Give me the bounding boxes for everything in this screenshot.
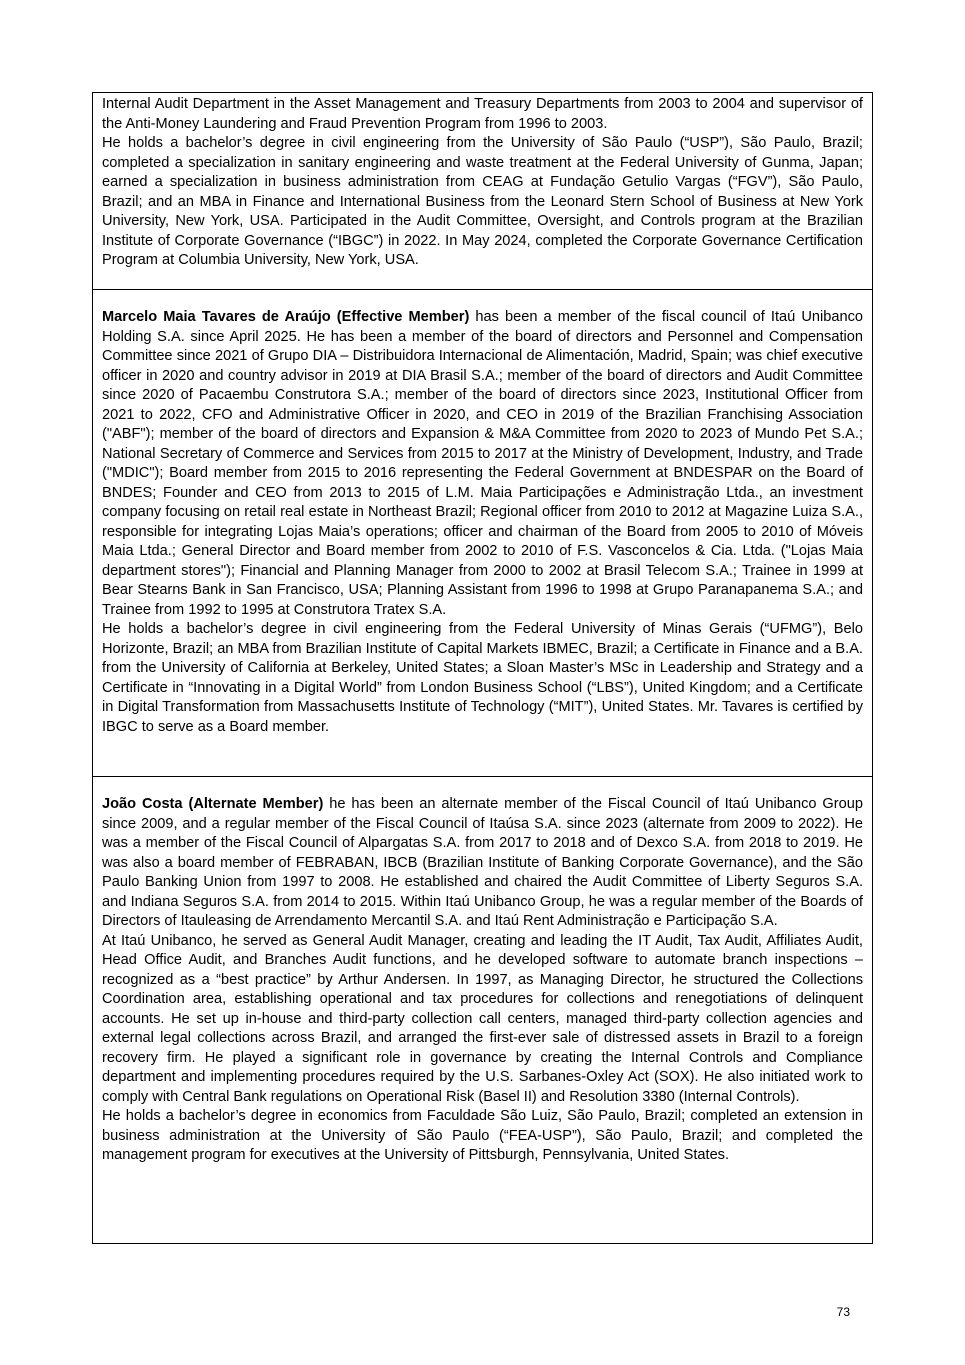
career-paragraph: At Itaú Unibanco, he served as General Audit Manager, creating and leading the IT Audit, Tax Audit, Affiliates Audit, Head Office Audit, and Branches Audit functions, and he developed software to automate branch inspections – recognized as a “best practice” by Arthur Andersen. In 1997, as Managing Director, he structured the Collections Coordination area, establishing operational and tax procedures for collections and renegotiations of delinquent accounts. He set up in-house and third-party collection call centers, managed third-party collection agencies and external legal collections across Brazil, and arranged the first-ever sale of distressed assets in Brazil to a foreign recovery firm. He played a significant role in governance by creating the Internal Controls and Compliance department and implementing procedures required by the U.S. Sarbanes-Oxley Act (SOX). He also initiated work to comply with Central Bank regulations on Operational Risk (Basel II) and Resolution 3380 (Internal Controls). (102, 932, 863, 1105)
page-number: 73 (836, 1305, 850, 1319)
biography-table (92, 92, 873, 1244)
education-paragraph: He holds a bachelor’s degree in civil engineering from the University of São Paulo (“USP”), São Paulo, Brazil; completed a specialization in sanitary engineering and waste treatment at the Federal University of Gunma, Japan; earned a specialization in business administration from CEAG at Fundação Getulio Vargas (“FGV”), São Paulo, Brazil; and an MBA in Finance and International Business from the Leonard Stern School of Business at New York University, New York, USA. Participated in the Audit Committee, Oversight, and Controls program at the Brazilian Institute of Corporate Governance (“IBGC”) in 2022. In May 2024, completed the Corporate Governance Certification Program at Columbia University, New York, USA. (102, 135, 863, 268)
biography-text: he has been an alternate member of the Fiscal Council of Itaú Unibanco Group since 2009, and a regular member of the Fiscal Council of Itaúsa S.A. since 2023 (alternate from 2009 to 2022). He was a member of the Fiscal Council of Alpargatas S.A. from 2017 to 2018 and of Dexco S.A. from 2018 to 2019. He was also a board member of FEBRABAN, IBCB (Brazilian Institute of Banking Corporate Governance), and the São Paulo Banking Union from 1997 to 2008. He established and chaired the Audit Committee of Liberty Seguros S.A. and Indiana Seguros S.A. from 2014 to 2015. Within Itaú Unibanco Group, he was a regular member of the Boards of Directors of Itauleasing de Arrendamento Mercantil S.A. and Itaú Rent Administração e Participação S.A. (102, 796, 863, 929)
education-paragraph: He holds a bachelor’s degree in civil engineering from the Federal University of Minas Gerais (“UFMG”), Belo Horizonte, Brazil; an MBA from Brazilian Institute of Capital Markets IBMEC, Brazil; a Certificate in Finance and a B.A. from the University of California at Berkeley, United States; a Sloan Master’s MSc in Leadership and Strategy and a Certificate in “Innovating in a Digital World” from London Business School (“LBS”), United Kingdom; and a Certificate in Digital Transformation from Massachusetts Institute of Technology (“MIT”), United States. Mr. Tavares is certified by IBGC to serve as a Board member. (102, 621, 863, 735)
biography-paragraph: Internal Audit Department in the Asset Management and Treasury Departments from 2003 to 2004 and supervisor of the Anti-Money Laundering and Fraud Prevention Program from 1996 to 2003. (102, 96, 863, 132)
biography-cell-marcelo-tavares (93, 289, 872, 776)
biography-paragraph (102, 795, 863, 932)
education-paragraph: He holds a bachelor’s degree in economics from Faculdade São Luiz, São Paulo, Brazil; completed an extension in business administration at the University of São Paulo (“FEA-USP”), São Paulo, Brazil; and completed the management program for executives at the University of Pittsburgh, Pennsylvania, United States. (102, 1108, 863, 1163)
biography-paragraph (102, 308, 863, 620)
member-name: João Costa (Alternate Member) (102, 796, 324, 812)
biography-cell-joao-costa (93, 776, 872, 1243)
biography-text: has been a member of the fiscal council of Itaú Unibanco Holding S.A. since April 2025. He has been a member of the board of directors and Personnel and Compensation Committee since 2021 of Grupo DIA – Distribuidora Internacional de Alimentación, Madrid, Spain; was chief executive officer in 2020 and country advisor in 2019 at DIA Brasil S.A.; member of the board of directors and Audit Committee since 2020 of Pacaembu Construtora S.A.; member of the board of directors since 2023, Institutional Officer from 2021 to 2022, CFO and Administrative Officer in 2020, and CEO in 2019 of the Brazilian Franchising Association ("ABF"); member of the board of directors and Expansion & M&A Committee from 2020 to 2023 of Mundo Pet S.A.; National Secretary of Commerce and Services from 2015 to 2017 at the Ministry of Development, Industry, and Trade ("MDIC"); Board member from 2015 to 2016 representing the Federal Government at BNDESPAR on the Board of BNDES; Founder and CEO from 2013 to 2015 of L.M. Maia Participações e Administração Ltda., an investment company focusing on retail real estate in Northeast Brazil; Regional officer from 2010 to 2012 at Magazine Luiza S.A., responsible for integrating Lojas Maia’s operations; officer and chairman of the Board from 2005 to 2010 of Móveis Maia Ltda.; General Director and Board member from 2002 to 2010 of F.S. Vasconcelos & Cia. Ltda. ("Lojas Maia department stores"); Financial and Planning Manager from 2000 to 2002 at Brasil Telecom S.A.; Trainee in 1999 at Bear Stearns Bank in San Francisco, USA; Planning Assistant from 1996 to 1998 at Grupo Paranapanema S.A.; and Trainee from 1992 to 1995 at Construtora Tratex S.A. (102, 309, 863, 618)
biography-cell-continued (93, 93, 872, 289)
member-name: Marcelo Maia Tavares de Araújo (Effective Member) (102, 309, 470, 325)
